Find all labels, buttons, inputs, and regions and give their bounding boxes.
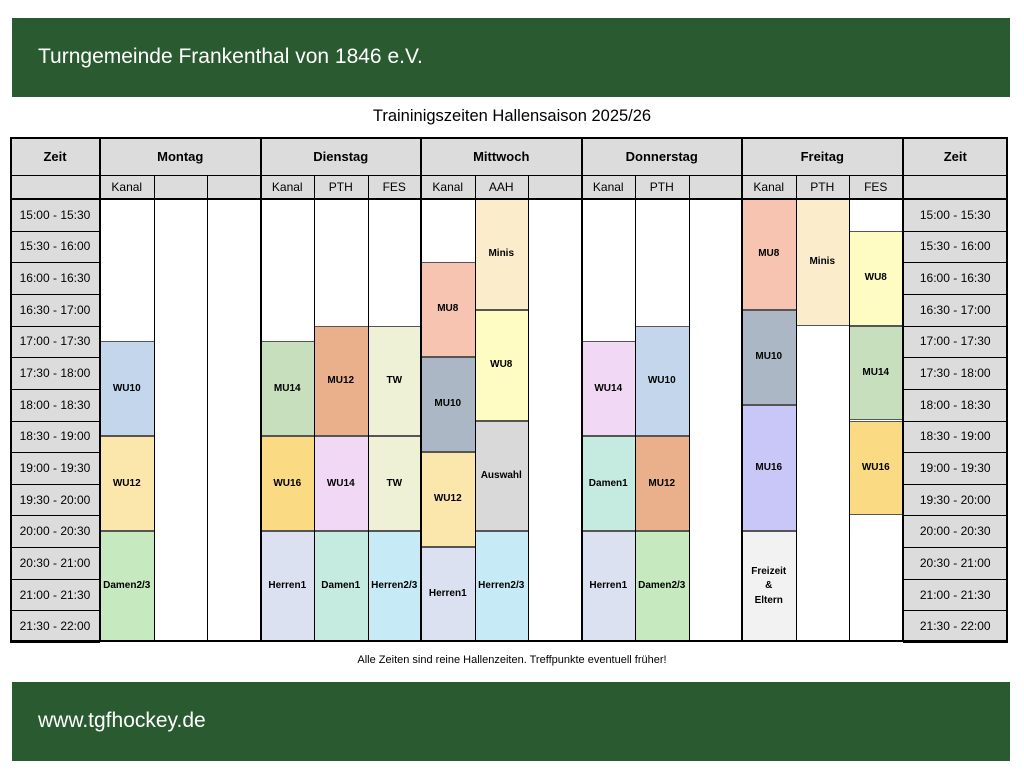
table-border-bottom (10, 640, 1008, 642)
row-divider (903, 262, 1009, 263)
venue-header: FES (864, 180, 888, 194)
training-block: WU12 (100, 436, 154, 531)
time-slot-label: 16:00 - 16:30 (919, 271, 991, 286)
time-slot-label: 16:00 - 16:30 (19, 271, 91, 286)
row-divider (903, 547, 1009, 548)
row-divider (10, 357, 100, 358)
column-divider (528, 175, 529, 642)
training-block: WU10 (635, 326, 689, 437)
training-block: WU14 (582, 341, 636, 436)
row-divider (10, 579, 100, 580)
time-slot-label: 15:00 - 15:30 (19, 207, 91, 222)
row-divider (10, 231, 100, 232)
training-block: Minis (796, 199, 850, 326)
row-divider (10, 421, 100, 422)
column-divider (741, 137, 743, 642)
venue-header: AAH (488, 180, 514, 194)
row-divider (10, 389, 100, 390)
training-block: Herren2/3 (475, 531, 529, 642)
schedule-note: Alle Zeiten sind reine Hallenzeiten. Treffpunkte eventuell früher! (357, 654, 667, 666)
training-block: Damen2/3 (635, 531, 689, 642)
training-block: Auswahl (475, 421, 529, 532)
training-block: MU8 (421, 262, 475, 357)
training-block: MU16 (742, 405, 796, 532)
row-divider (903, 421, 1009, 422)
column-divider (260, 137, 262, 642)
row-divider (10, 610, 100, 611)
column-divider (635, 175, 636, 642)
time-slot-label: 15:30 - 16:00 (919, 239, 991, 254)
time-slot-label: 17:00 - 17:30 (919, 334, 991, 349)
training-block: Minis (475, 199, 529, 310)
row-divider (903, 326, 1009, 327)
column-divider (689, 175, 690, 642)
day-header-freitag: Freitag (800, 148, 844, 164)
day-header-mittwoch: Mittwoch (473, 148, 530, 164)
time-slot-label: 18:30 - 19:00 (919, 429, 991, 444)
venue-header: Kanal (753, 180, 785, 194)
training-block: WU12 (421, 452, 475, 547)
time-slot-label: 16:30 - 17:00 (919, 302, 991, 317)
time-slot-label: 17:30 - 18:00 (19, 366, 91, 381)
training-block: Damen2/3 (100, 531, 154, 642)
time-slot-label: 16:30 - 17:00 (19, 302, 91, 317)
training-block: Damen1 (314, 531, 368, 642)
time-slot-label: 20:00 - 20:30 (919, 524, 991, 539)
venue-header (207, 175, 261, 199)
venue-header (528, 175, 582, 199)
column-divider (207, 175, 208, 642)
time-slot-label: 15:00 - 15:30 (919, 207, 991, 222)
column-divider (368, 175, 369, 642)
training-block: Herren1 (582, 531, 636, 642)
time-slot-label: 18:00 - 18:30 (919, 397, 991, 412)
day-header-donnerstag: Donnerstag (625, 148, 698, 164)
venue-header (689, 175, 743, 199)
row-divider (903, 294, 1009, 295)
row-divider (903, 642, 1009, 643)
training-block: MU12 (635, 436, 689, 531)
day-header-dienstag: Dienstag (313, 148, 369, 164)
training-block: Herren1 (421, 547, 475, 642)
time-slot-label: 15:30 - 16:00 (19, 239, 91, 254)
header-bottom-border (10, 198, 1008, 200)
training-block: MU14 (261, 341, 315, 436)
column-divider (475, 175, 476, 642)
training-block: Damen1 (582, 436, 636, 531)
venue-header: Kanal (432, 180, 464, 194)
time-slot-label: 17:00 - 17:30 (19, 334, 91, 349)
column-divider (796, 175, 797, 642)
row-divider (903, 610, 1009, 611)
venue-header: Kanal (111, 180, 143, 194)
header-banner (12, 18, 1010, 97)
time-slot-label: 19:30 - 20:00 (19, 492, 91, 507)
zeit-header-left: Zeit (43, 148, 67, 164)
venue-header: Kanal (271, 180, 303, 194)
venue-header: FES (382, 180, 406, 194)
row-divider (903, 579, 1009, 580)
training-block: MU14 (849, 326, 903, 421)
training-block: WU8 (849, 231, 903, 326)
schedule-table (10, 137, 1008, 642)
column-divider (902, 137, 904, 642)
table-border-left (10, 137, 12, 642)
row-divider (10, 547, 100, 548)
column-divider (581, 137, 583, 642)
schedule-title: Traininigszeiten Hallensaison 2025/26 (372, 107, 652, 125)
row-divider (10, 484, 100, 485)
time-slot-label: 17:30 - 18:00 (919, 366, 991, 381)
time-slot-label: 21:30 - 22:00 (19, 619, 91, 634)
row-divider (903, 357, 1009, 358)
training-block: WU8 (475, 310, 529, 421)
row-divider (10, 642, 100, 643)
column-divider (420, 137, 422, 642)
training-block: WU10 (100, 341, 154, 436)
venue-header: PTH (328, 180, 353, 194)
time-slot-label: 19:30 - 20:00 (919, 492, 991, 507)
row-divider (903, 484, 1009, 485)
footer-banner (12, 682, 1010, 761)
row-divider (903, 231, 1009, 232)
row-divider (10, 515, 100, 516)
training-block: WU16 (261, 436, 315, 531)
header-divider (10, 175, 1008, 176)
time-slot-label: 21:00 - 21:30 (19, 587, 91, 602)
row-divider (903, 452, 1009, 453)
venue-header (154, 175, 208, 199)
training-block: WU16 (849, 421, 903, 516)
row-divider (10, 326, 100, 327)
time-slot-label: 18:00 - 18:30 (19, 397, 91, 412)
time-col-border (99, 137, 101, 642)
time-slot-label: 19:00 - 19:30 (919, 460, 991, 475)
training-block: Freizeit & Eltern (742, 531, 796, 642)
time-slot-label: 20:00 - 20:30 (19, 524, 91, 539)
training-block: WU14 (314, 436, 368, 531)
column-divider (849, 175, 850, 642)
row-divider (10, 262, 100, 263)
training-block: MU12 (314, 326, 368, 437)
club-name: Turngemeinde Frankenthal von 1846 e.V. (38, 45, 423, 68)
time-slot-label: 19:00 - 19:30 (19, 460, 91, 475)
training-block: MU8 (742, 199, 796, 310)
training-block: Herren1 (261, 531, 315, 642)
training-block: Herren2/3 (368, 531, 422, 642)
row-divider (903, 389, 1009, 390)
table-border-top (10, 137, 1008, 139)
website-link[interactable]: www.tgfhockey.de (38, 709, 206, 732)
training-block: TW (368, 436, 422, 531)
time-slot-label: 21:30 - 22:00 (919, 619, 991, 634)
column-divider (314, 175, 315, 642)
venue-header: Kanal (592, 180, 624, 194)
venue-header: PTH (810, 180, 835, 194)
time-slot-label: 20:30 - 21:00 (19, 555, 91, 570)
training-block: TW (368, 326, 422, 437)
row-divider (903, 515, 1009, 516)
day-header-montag: Montag (157, 148, 204, 164)
time-slot-label: 21:00 - 21:30 (919, 587, 991, 602)
training-block: MU10 (742, 310, 796, 405)
row-divider (10, 294, 100, 295)
column-divider (154, 175, 155, 642)
time-slot-label: 20:30 - 21:00 (919, 555, 991, 570)
zeit-header-right: Zeit (943, 148, 967, 164)
row-divider (10, 452, 100, 453)
time-slot-label: 18:30 - 19:00 (19, 429, 91, 444)
training-block: MU10 (421, 357, 475, 452)
table-border-right (1006, 137, 1008, 642)
venue-header: PTH (649, 180, 674, 194)
